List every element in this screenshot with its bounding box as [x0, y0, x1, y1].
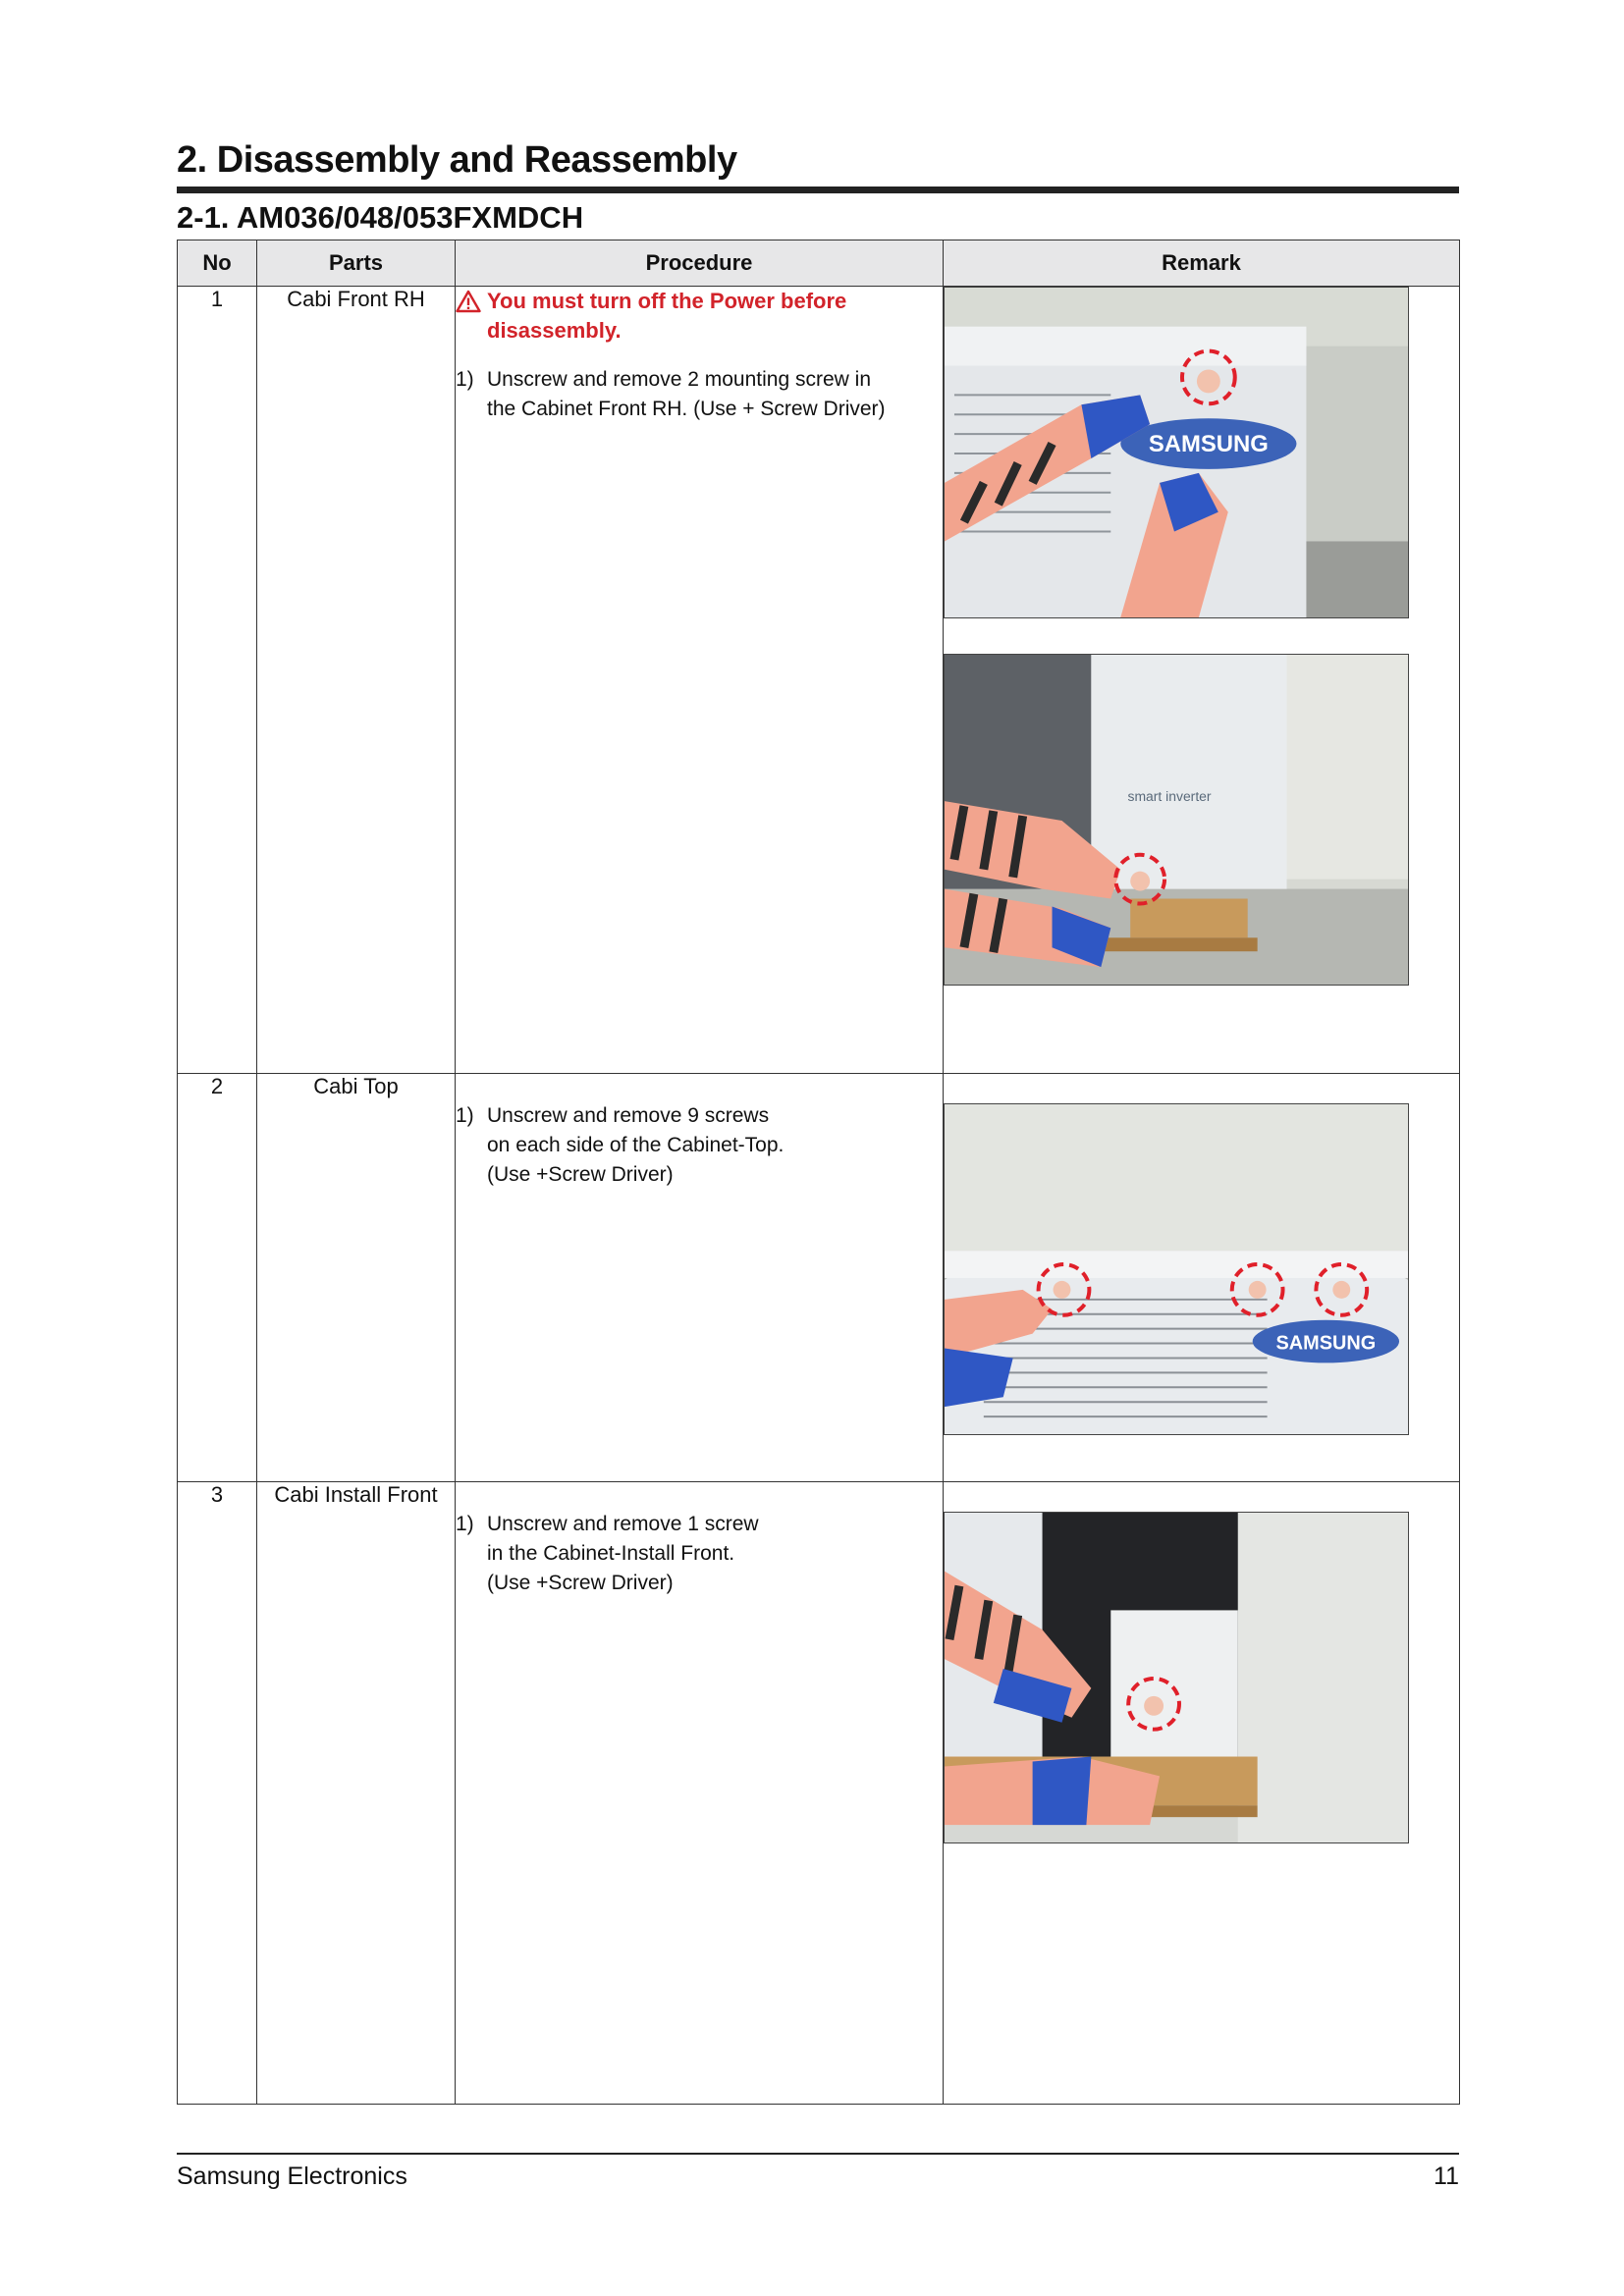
photo-brand-text: SAMSUNG	[1148, 431, 1269, 458]
step-line: Unscrew and remove 9 screws	[487, 1104, 770, 1127]
table-row	[178, 1074, 1460, 1482]
footer-company: Samsung Electronics	[177, 2163, 407, 2190]
procedure-table	[177, 240, 1460, 2105]
step-line: on each side of the Cabinet-Top.	[487, 1134, 785, 1156]
row-part: Cabi Install Front	[257, 1482, 456, 2105]
table-row	[178, 1482, 1460, 2105]
step-text	[487, 1510, 943, 1598]
warning-icon	[456, 290, 481, 313]
step-line: in the Cabinet-Install Front.	[487, 1542, 735, 1565]
footer-rule	[177, 2153, 1459, 2155]
page-number: 11	[1434, 2163, 1459, 2190]
step-line: Unscrew and remove 2 mounting screw in	[487, 368, 872, 391]
row-procedure	[456, 287, 944, 1074]
step-line: the Cabinet Front RH. (Use + Screw Driver)	[487, 398, 886, 420]
photo-panel-text: smart inverter	[1127, 788, 1212, 805]
page-heading: 2. Disassembly and Reassembly	[177, 139, 737, 181]
step-number: 1)	[456, 1513, 474, 1535]
step-line: (Use +Screw Driver)	[487, 1163, 674, 1186]
row-part: Cabi Top	[257, 1074, 456, 1482]
heading-rule	[177, 187, 1459, 193]
procedure-step	[456, 1510, 943, 1598]
warning-text: You must turn off the Power before disassembly.	[487, 289, 847, 343]
procedure-step	[456, 1101, 943, 1190]
photo-cabi-install-front-screw	[944, 1512, 1409, 1843]
row-procedure	[456, 1074, 944, 1482]
photo-cabi-front-rh-top-screw	[944, 287, 1409, 618]
warning-note	[456, 287, 943, 346]
col-header-parts: Parts	[257, 240, 456, 287]
step-line: (Use +Screw Driver)	[487, 1572, 674, 1594]
photo-cabi-top-screws	[944, 1103, 1409, 1435]
row-no: 2	[178, 1074, 257, 1482]
row-part: Cabi Front RH	[257, 287, 456, 1074]
procedure-step	[456, 365, 943, 424]
row-procedure	[456, 1482, 944, 2105]
step-number: 1)	[456, 368, 474, 391]
photo-cabi-front-rh-bottom-screw	[944, 654, 1409, 986]
step-text	[487, 365, 943, 424]
step-line: Unscrew and remove 1 screw	[487, 1513, 759, 1535]
step-text	[487, 1101, 943, 1190]
col-header-procedure: Procedure	[456, 240, 944, 287]
table-header-row	[178, 240, 1460, 287]
col-header-remark: Remark	[944, 240, 1460, 287]
col-header-no: No	[178, 240, 257, 287]
step-number: 1)	[456, 1104, 474, 1127]
section-heading: 2-1. AM036/048/053FXMDCH	[177, 200, 584, 235]
row-no: 1	[178, 287, 257, 1074]
row-remark	[944, 1482, 1460, 2105]
photo-brand-text: SAMSUNG	[1275, 1332, 1377, 1355]
row-remark	[944, 1074, 1460, 1482]
table-row	[178, 287, 1460, 1074]
row-remark	[944, 287, 1460, 1074]
row-no: 3	[178, 1482, 257, 2105]
